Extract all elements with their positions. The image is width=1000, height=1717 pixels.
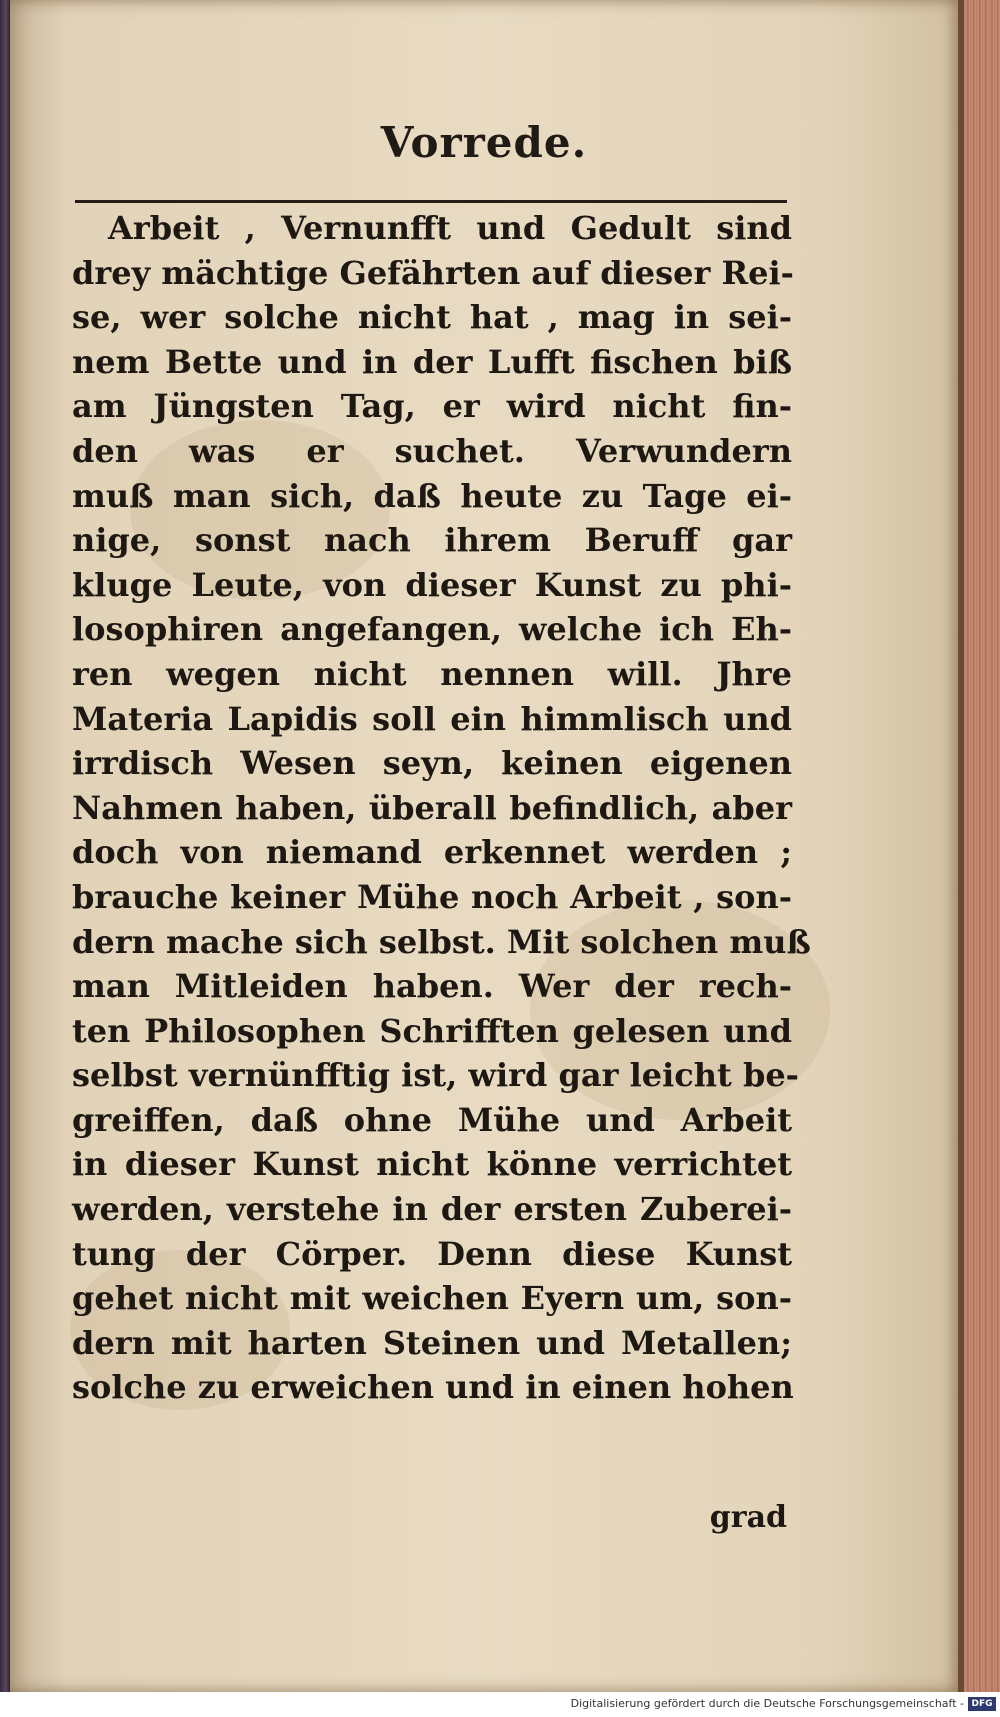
text-line: brauche keiner Mühe noch Arbeit , son- <box>72 877 792 916</box>
text-line: greiffen, daß ohne Mühe und Arbeit <box>72 1100 792 1139</box>
text-line: ten Philosophen Schrifften gelesen und <box>72 1011 792 1050</box>
text-line: tung der Cörper. Denn diese Kunst <box>72 1234 792 1273</box>
text-line: man Mitleiden haben. Wer der rech- <box>72 967 792 1006</box>
text-line: werden, verstehe in der ersten Zuberei- <box>72 1190 792 1229</box>
text-line: den was er suchet. Verwundern <box>72 431 792 470</box>
text-line: dern mit harten Steinen und Metallen; <box>72 1323 792 1362</box>
book-spine <box>0 0 10 1692</box>
text-line: dern mache sich selbst. Mit solchen muß <box>72 922 811 961</box>
text-line: gehet nicht mit weichen Eyern um, son- <box>72 1279 792 1318</box>
text-line: nige, sonst nach ihrem Beruff gar <box>72 521 792 560</box>
text-line: losophiren angefangen, welche ich Eh- <box>72 610 792 649</box>
book-page <box>10 0 958 1692</box>
text-line: drey mächtige Gefährten auf dieser Rei- <box>72 253 794 292</box>
text-line: nem Bette und in der Lufft fischen biß <box>72 342 792 381</box>
footer-bar <box>0 1694 1000 1717</box>
text-line: am Jüngsten Tag, er wird nicht fin- <box>72 387 792 426</box>
body-text <box>72 206 811 1410</box>
page-title: Vorrede. <box>380 118 588 167</box>
funding-credit: Digitalisierung gefördert durch die Deutsche Forschungsgemeinschaft - <box>570 1697 964 1710</box>
text-line: se, wer solche nicht hat , mag in sei- <box>72 298 792 337</box>
catchword: grad <box>709 1500 787 1535</box>
text-line: in dieser Kunst nicht könne verrichtet <box>72 1145 792 1184</box>
text-line: Materia Lapidis soll ein himmlisch und <box>72 699 792 738</box>
text-line: Arbeit , Vernunfft und Gedult sind <box>108 209 792 247</box>
text-line: kluge Leute, von dieser Kunst zu phi- <box>72 565 792 604</box>
text-line: solche zu erweichen und in einen hohen <box>72 1368 794 1407</box>
title-rule <box>75 200 787 203</box>
text-line: selbst vernünfftig ist, wird gar leicht be- <box>72 1056 799 1095</box>
page-edges <box>958 0 1000 1692</box>
text-line: ren wegen nicht nennen will. Jhre <box>72 654 792 693</box>
text-line: Nahmen haben, überall befindlich, aber <box>72 788 792 827</box>
dfg-logo: DFG <box>968 1697 996 1711</box>
text-line: muß man sich, daß heute zu Tage ei- <box>72 476 792 515</box>
text-line: doch von niemand erkennet werden ; <box>72 833 792 872</box>
text-line: irrdisch Wesen seyn, keinen eigenen <box>72 744 792 783</box>
